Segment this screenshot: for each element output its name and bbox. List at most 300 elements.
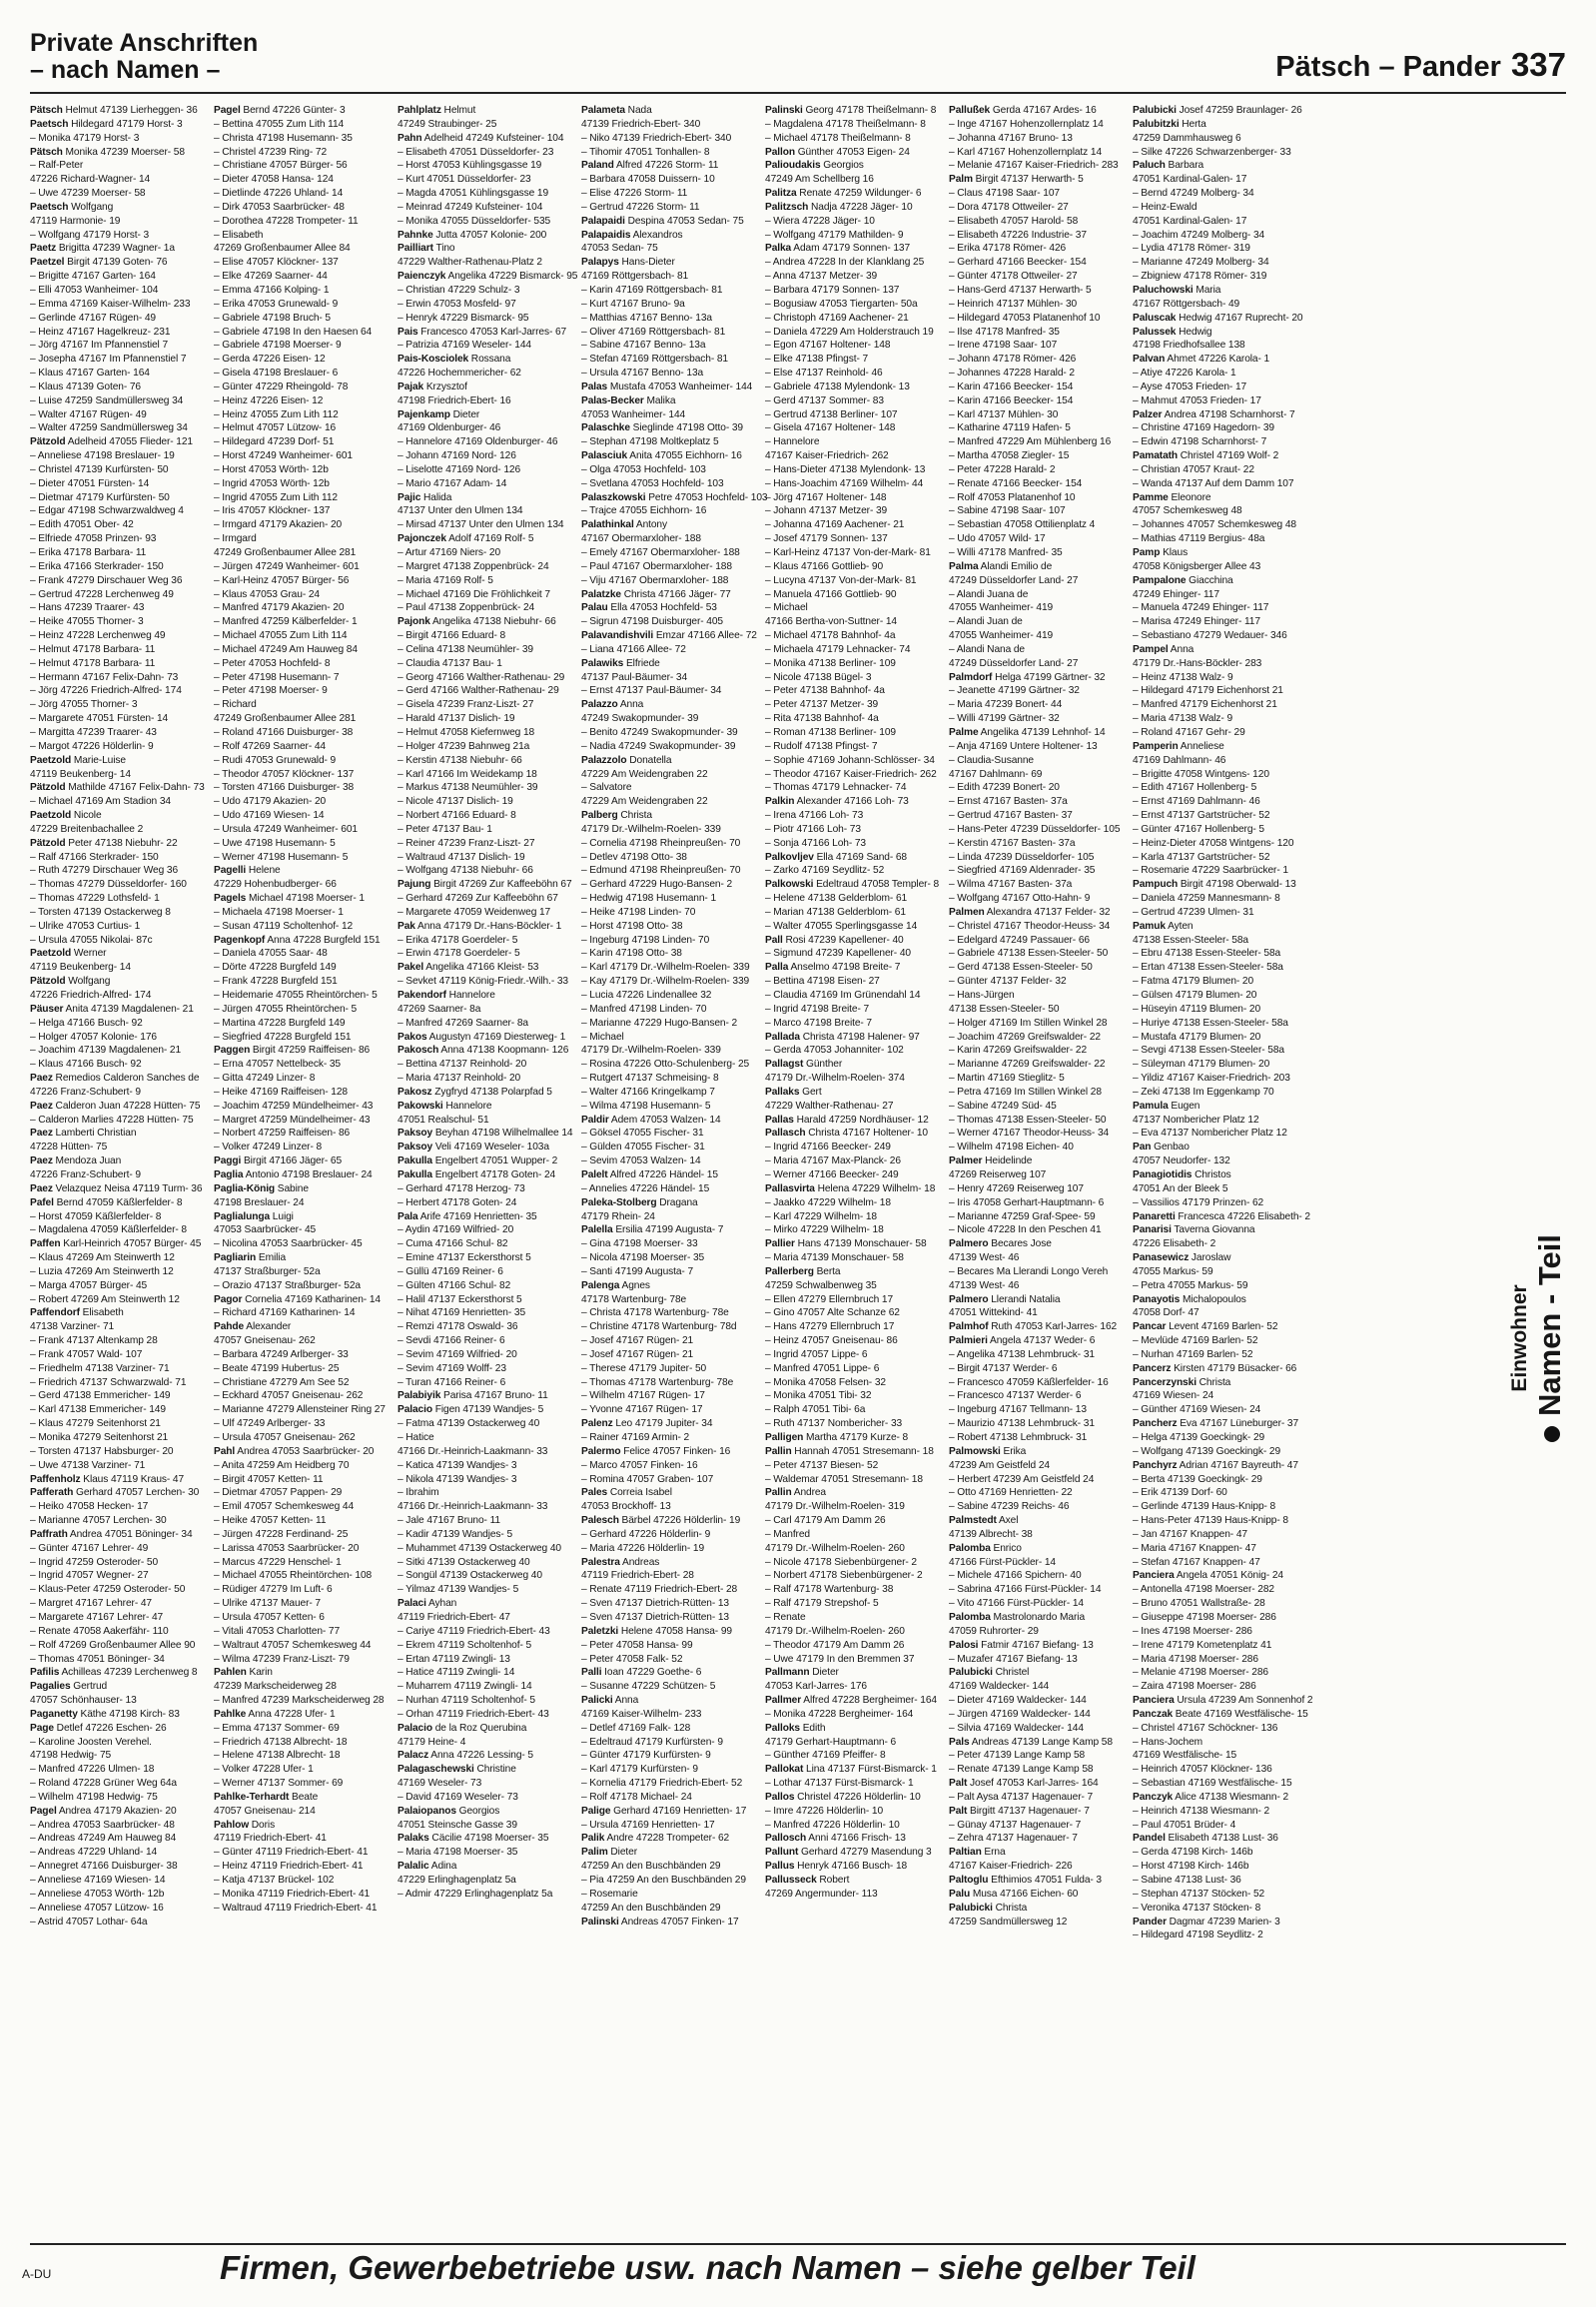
- directory-entry: – Claudia 47137 Bau- 1: [398, 657, 502, 669]
- directory-entry: Pajung Birgit 47269 Zur Kaffeeböhn 67: [398, 879, 572, 891]
- page-number: 337: [1510, 46, 1566, 83]
- directory-entry: 47167 Röttgersbach- 49: [1133, 298, 1240, 310]
- directory-entry: – Ralf-Peter: [30, 160, 84, 172]
- directory-entry: – Annegret 47166 Duisburger- 38: [30, 1861, 178, 1873]
- directory-entry: Palzer Andrea 47198 Scharnhorst- 7: [1133, 408, 1295, 420]
- directory-entry: – Martha 47058 Ziegler- 15: [949, 450, 1070, 462]
- directory-entry: Pakendorf Hannelore: [398, 990, 495, 1001]
- directory-entry: – Anneliese 47169 Wiesen- 14: [30, 1875, 166, 1886]
- directory-entry: Palapaidi Despina 47053 Sedan- 75: [581, 215, 744, 227]
- directory-entry: Pancherz Eva 47167 Lüneburger- 37: [1133, 1418, 1299, 1430]
- directory-entry: Palim Dieter: [581, 1847, 637, 1859]
- directory-entry: – Ruth 47137 Nombericher- 33: [765, 1418, 903, 1430]
- directory-entry: Panarisi Taverna Giovanna: [1133, 1224, 1255, 1236]
- directory-entry: – Sven 47137 Dietrich-Rütten- 13: [581, 1598, 730, 1610]
- directory-entry: – Heike 47055 Thorner- 3: [30, 616, 144, 628]
- directory-entry: Pajonk Angelika 47138 Niebuhr- 66: [398, 616, 556, 628]
- directory-entry: – Erna 47057 Nettelbeck- 35: [214, 1059, 341, 1071]
- directory-entry: – Viju 47167 Obermarxloher- 188: [581, 574, 729, 586]
- directory-entry: Palmero Becares Jose: [949, 1238, 1052, 1250]
- directory-entry: 47119 Friedrich-Ebert- 41: [214, 1833, 327, 1845]
- directory-entry: Palomba Mastrolonardo Maria: [949, 1611, 1086, 1623]
- directory-entry: – Michaela 47179 Lehnacker- 74: [765, 643, 911, 655]
- directory-entry: – Günter 47119 Friedrich-Ebert- 41: [214, 1847, 369, 1859]
- directory-entry: – Muzafer 47167 Biefang- 13: [949, 1653, 1078, 1665]
- directory-entry: Pamme Eleonore: [1133, 491, 1211, 503]
- directory-entry: – Paul 47051 Brüder- 4: [1133, 1819, 1236, 1831]
- directory-entry: – Herbert 47239 Am Geistfeld 24: [949, 1473, 1095, 1485]
- directory-entry: Pätzold Peter 47138 Niebuhr- 22: [30, 837, 178, 849]
- directory-entry: – Muharrem 47119 Zwingli- 14: [398, 1681, 532, 1693]
- directory-entry: – Hans-Gerd 47137 Herwarth- 5: [949, 284, 1092, 296]
- directory-entry: – Karl 47229 Wilhelm- 18: [765, 1210, 877, 1222]
- directory-entry: – Erika 47178 Barbara- 11: [30, 547, 147, 558]
- directory-entry: – Ingeburg 47198 Linden- 70: [581, 934, 710, 946]
- directory-entry: 47249 Großenbaumer Allee 281: [214, 713, 357, 725]
- directory-entry: Paez Velazquez Neisa 47119 Turm- 36: [30, 1182, 203, 1194]
- directory-entry: – Paul 47138 Zoppenbrück- 24: [398, 602, 535, 614]
- directory-entry: – Helmut 47057 Lützow- 16: [214, 422, 337, 434]
- directory-entry: Paez Lamberti Christian: [30, 1128, 137, 1140]
- directory-entry: – Barbara 47249 Arlberger- 33: [214, 1348, 349, 1360]
- directory-entry: Panczyk Alice 47138 Wiesmann- 2: [1133, 1791, 1289, 1803]
- directory-entry: – Thomas 47229 Lothsfeld- 1: [30, 893, 160, 905]
- directory-entry: – Gabriele 47198 In den Haesen 64: [214, 326, 373, 338]
- directory-entry: – Michael: [765, 602, 808, 614]
- directory-entry: 47179 Dr.-Hans-Böckler- 283: [1133, 657, 1262, 669]
- directory-entry: – Salvatore: [581, 782, 632, 794]
- directory-entry: – Renate 47119 Friedrich-Ebert- 28: [581, 1584, 738, 1596]
- directory-entry: Paetzel Birgit 47139 Goten- 76: [30, 257, 168, 269]
- directory-entry: – Silke 47226 Schwarzenberger- 33: [1133, 146, 1291, 158]
- directory-entry: – Sven 47137 Dietrich-Rütten- 13: [581, 1611, 730, 1623]
- directory-entry: Pallasch Christa 47167 Holtener- 10: [765, 1128, 928, 1140]
- directory-entry: Palinski Georg 47178 Theißelmann- 8: [765, 105, 937, 116]
- directory-entry: 47057 Neudorfer- 132: [1133, 1155, 1230, 1167]
- directory-entry: – Bernd 47249 Molberg- 34: [1133, 188, 1254, 200]
- directory-entry: – Torsten 47166 Duisburger- 38: [214, 782, 355, 794]
- directory-entry: 47138 Varziner- 71: [30, 1321, 115, 1333]
- directory-entry: Page Detlef 47226 Eschen- 26: [30, 1722, 167, 1734]
- directory-entry: Paienczyk Angelika 47229 Bismarck- 95: [398, 271, 578, 283]
- directory-entry: – Palt Aysa 47137 Hagenauer- 7: [949, 1791, 1094, 1803]
- directory-entry: – Gertrud 47228 Lerchenweg 49: [30, 588, 174, 600]
- directory-entry: Paggi Birgit 47166 Jäger- 65: [214, 1155, 343, 1167]
- directory-entry: – Eva 47137 Nombericher Platz 12: [1133, 1128, 1287, 1140]
- directory-entry: – Johannes 47228 Harald- 2: [949, 368, 1075, 380]
- directory-entry: – Niko 47139 Friedrich-Ebert- 340: [581, 132, 732, 144]
- directory-entry: – Jürgen 47055 Rheintörchen- 5: [214, 1003, 358, 1015]
- directory-entry: – Gerlinde 47167 Rügen- 49: [30, 312, 156, 324]
- directory-entry: Palligen Martha 47179 Kurze- 8: [765, 1432, 909, 1443]
- directory-entry: – Gertrud 47239 Ulmen- 31: [1133, 906, 1254, 918]
- directory-entry: – Heinrich 47057 Klöckner- 136: [1133, 1764, 1272, 1776]
- directory-entry: – Lothar 47137 Fürst-Bismarck- 1: [765, 1778, 914, 1790]
- directory-entry: – Gabriele 47198 Bruch- 5: [214, 312, 331, 324]
- directory-entry: – Michael 47055 Zum Lith 114: [214, 630, 348, 642]
- directory-entry: Palagaschewski Christine: [398, 1764, 516, 1776]
- directory-entry: Palubicki Christa: [949, 1902, 1028, 1914]
- directory-entry: – Rüdiger 47279 Im Luft- 6: [214, 1584, 333, 1596]
- directory-entry: – Ursula 47055 Nikolai- 87c: [30, 934, 153, 946]
- directory-entry: – Heinz-Ewald: [1133, 201, 1197, 213]
- directory-entry: 47119 Beukenberg- 14: [30, 962, 131, 974]
- name-range: Pätsch – Pander: [1275, 51, 1501, 83]
- directory-entry: – Elisabeth 47226 Industrie- 37: [949, 229, 1087, 241]
- directory-entry: – Sevim 47169 Wilfried- 20: [398, 1348, 517, 1360]
- directory-entry: – Werner 47166 Beecker- 249: [765, 1168, 899, 1180]
- directory-entry: – Josef 47167 Rügen- 21: [581, 1348, 694, 1360]
- directory-entry: – Hans-Peter 47239 Düsseldorfer- 105: [949, 823, 1121, 835]
- directory-entry: – Karin 47198 Otto- 38: [581, 948, 682, 960]
- directory-entry: – Wilhelm 47198 Eichen- 40: [949, 1142, 1074, 1154]
- directory-entry: Panciera Angela 47051 König- 24: [1133, 1570, 1283, 1582]
- directory-entry: 47051 Steinsche Gasse 39: [398, 1819, 517, 1831]
- directory-entry: – Johanna 47169 Aachener- 21: [765, 519, 905, 531]
- directory-entry: – Ralf 47179 Strepshof- 5: [765, 1598, 879, 1610]
- directory-entry: – Rainer 47169 Armin- 2: [581, 1432, 690, 1443]
- directory-entry: – Zeki 47138 Im Eggenkamp 70: [1133, 1086, 1274, 1098]
- directory-entry: – Larissa 47053 Saarbrücker- 20: [214, 1542, 360, 1554]
- directory-entry: Palaks Cäcilie 47198 Moerser- 35: [398, 1833, 549, 1845]
- directory-entry: – Michael 47055 Rheintörchen- 108: [214, 1570, 373, 1582]
- directory-entry: – Zarko 47169 Seydlitz- 52: [765, 865, 885, 877]
- directory-entry: – Patrizia 47169 Weseler- 144: [398, 340, 531, 352]
- directory-entry: – Marisa 47249 Ehinger- 117: [1133, 616, 1260, 628]
- directory-entry: – Heinz 47119 Friedrich-Ebert- 41: [214, 1861, 364, 1873]
- directory-entry: – Maria 47169 Rolf- 5: [398, 574, 493, 586]
- directory-entry: – Theodor 47057 Klöckner- 137: [214, 768, 355, 780]
- directory-entry: – Erwin 47178 Goerdeler- 5: [398, 948, 520, 960]
- directory-entry: – Erika 47178 Goerdeler- 5: [398, 934, 518, 946]
- directory-entry: – Irene 47179 Kometenplatz 41: [1133, 1639, 1272, 1651]
- directory-entry: – Elke 47138 Pfingst- 7: [765, 354, 869, 366]
- directory-entry: Pals Andreas 47139 Lange Kamp 58: [949, 1736, 1113, 1748]
- directory-entry: – Frank 47057 Wald- 107: [30, 1348, 143, 1360]
- directory-entry: 47179 Gerhart-Hauptmann- 6: [765, 1736, 897, 1748]
- directory-entry: – Gerhard 47166 Beecker- 154: [949, 257, 1087, 269]
- directory-entry: – Thomas 47138 Essen-Steeler- 50: [949, 1114, 1107, 1126]
- directory-entry: – Irmgard: [214, 533, 257, 545]
- directory-entry: – Thomas 47279 Düsseldorfer- 160: [30, 879, 187, 891]
- directory-entry: – Lucia 47226 Lindenallee 32: [581, 990, 712, 1001]
- directory-entry: Palenz Leo 47179 Jupiter- 34: [581, 1418, 713, 1430]
- directory-entry: – Christel 47167 Schöckner- 136: [1133, 1722, 1278, 1734]
- directory-entry: – Gitta 47249 Linzer- 8: [214, 1073, 316, 1085]
- directory-entry: 47179 Dr.-Wilhelm-Roelen- 339: [581, 1045, 721, 1057]
- directory-entry: – Zehra 47137 Hagenauer- 7: [949, 1833, 1078, 1845]
- directory-entry: – Manfred 47269 Saarner- 8a: [398, 1017, 528, 1029]
- directory-entry: Pagliarin Emilia: [214, 1252, 287, 1264]
- directory-entry: – Jale 47167 Bruno- 11: [398, 1515, 500, 1527]
- directory-entry: – Werner 47167 Theodor-Heuss- 34: [949, 1128, 1110, 1140]
- directory-entry: – Inge 47167 Hohenzollernplatz 14: [949, 118, 1104, 130]
- directory-entry: – Andreas 47249 Am Hauweg 84: [30, 1833, 177, 1845]
- directory-entry: Palioudakis Georgios: [765, 160, 864, 172]
- directory-entry: – Volker 47249 Linzer- 8: [214, 1142, 323, 1154]
- directory-entry: 47179 Dr.-Wilhelm-Roelen- 260: [765, 1542, 905, 1554]
- directory-entry: Palik Andre 47228 Trompeter- 62: [581, 1833, 730, 1845]
- directory-entry: – Edmund 47198 Rheinpreußen- 70: [581, 865, 741, 877]
- directory-entry: – Norbert 47166 Eduard- 8: [398, 810, 516, 822]
- directory-entry: – Monika 47228 Bergheimer- 164: [765, 1708, 914, 1720]
- directory-entry: – Ingrid 47053 Wörth- 12b: [214, 477, 330, 489]
- directory-entry: – Stephan 47198 Moltkeplatz 5: [581, 436, 719, 448]
- directory-entry: – Edith 47239 Bonert- 20: [949, 782, 1060, 794]
- directory-entry: Palinski Andreas 47057 Finken- 17: [581, 1916, 739, 1927]
- directory-entry: – Gerhard 47269 Zur Kaffeeböhn 67: [398, 893, 558, 905]
- directory-entry: – Lydia 47178 Römer- 319: [1133, 243, 1250, 255]
- directory-entry: – Ursula 47057 Gneisenau- 262: [214, 1432, 356, 1443]
- directory-entry: – Oliver 47169 Röttgersbach- 81: [581, 326, 726, 338]
- directory-entry: – Dirk 47053 Saarbrücker- 48: [214, 201, 345, 213]
- directory-entry: 47249 Am Schellberg 16: [765, 174, 874, 186]
- directory-entry: – Wilma 47239 Franz-Liszt- 79: [214, 1653, 350, 1665]
- directory-entry: – Monika 47051 Tibi- 32: [765, 1390, 872, 1402]
- directory-entry: – Sophie 47169 Johann-Schlösser- 34: [765, 754, 935, 766]
- directory-entry: Pagor Cornelia 47169 Katharinen- 14: [214, 1293, 381, 1305]
- directory-entry: – Brigitte 47058 Wintgens- 120: [1133, 768, 1269, 780]
- directory-entry: – Peter 47137 Metzer- 39: [765, 699, 879, 711]
- directory-entry: – Therese 47179 Jupiter- 50: [581, 1362, 707, 1374]
- directory-entry: – Nicole 47138 Bügel- 3: [765, 671, 872, 683]
- directory-entry: Palmhof Ruth 47053 Karl-Jarres- 162: [949, 1321, 1118, 1333]
- directory-entry: 47249 Düsseldorfer Land- 27: [949, 574, 1079, 586]
- directory-entry: – Katica 47139 Wandjes- 3: [398, 1459, 517, 1471]
- directory-entry: Palkowski Edeltraud 47058 Templer- 8: [765, 879, 940, 891]
- directory-entry: Päuser Anita 47139 Magdalenen- 21: [30, 1003, 194, 1015]
- directory-entry: – Siegfried 47228 Burgfeld 151: [214, 1031, 352, 1043]
- directory-entry: – Süleyman 47179 Blumen- 20: [1133, 1059, 1270, 1071]
- directory-entry: – Gabriele 47138 Mylendonk- 13: [765, 381, 910, 392]
- directory-entry: – Ilse 47178 Manfred- 35: [949, 326, 1060, 338]
- directory-entry: Palt Birgitt 47137 Hagenauer- 7: [949, 1805, 1090, 1817]
- directory-entry: 47138 Essen-Steeler- 50: [949, 1003, 1060, 1015]
- directory-entry: Palapaidis Alexandros: [581, 229, 683, 241]
- directory-entry: – Katharine 47119 Hafen- 5: [949, 422, 1071, 434]
- directory-entry: Palaschke Sieglinde 47198 Otto- 39: [581, 422, 743, 434]
- directory-entry: – Santi 47199 Augusta- 7: [581, 1265, 694, 1277]
- directory-entry: Pailliart Tino: [398, 243, 455, 255]
- directory-entry: – Gerhard 47229 Hugo-Bansen- 2: [581, 879, 733, 891]
- directory-entry: – Friedrich 47137 Schwarzwald- 71: [30, 1376, 187, 1388]
- directory-entry: Paffrath Andrea 47051 Böninger- 34: [30, 1528, 193, 1540]
- directory-entry: – Giuseppe 47198 Moerser- 286: [1133, 1611, 1276, 1623]
- directory-entry: – Karoline Joosten Verehel.: [30, 1736, 152, 1748]
- directory-entry: – Brigitte 47167 Garten- 164: [30, 271, 156, 283]
- directory-entry: 47051 Kardinal-Galen- 17: [1133, 215, 1247, 227]
- directory-entry: Pallos Christel 47226 Hölderlin- 10: [765, 1791, 921, 1803]
- directory-entry: – Friedrich 47138 Albrecht- 18: [214, 1736, 348, 1748]
- directory-entry: – Dietmar 47057 Pappen- 29: [214, 1487, 343, 1499]
- directory-entry: 47058 Königsberger Allee 43: [1133, 560, 1261, 572]
- directory-entry: – Ingrid 47057 Wegner- 27: [30, 1570, 149, 1582]
- directory-entry: – Dieter 47058 Hansa- 124: [214, 174, 334, 186]
- directory-entry: – Klaus 47269 Am Steinwerth 12: [30, 1252, 175, 1264]
- directory-entry: Pallußek Gerda 47167 Ardes- 16: [949, 105, 1097, 116]
- directory-column: [214, 104, 388, 2231]
- directory-entry: – Gerd 47138 Essen-Steeler- 50: [949, 962, 1093, 974]
- directory-entry: – Helmut 47058 Kiefernweg 18: [398, 726, 535, 738]
- directory-entry: – Gerlinde 47139 Haus-Knipp- 8: [1133, 1501, 1276, 1513]
- directory-entry: – Frank 47137 Altenkamp 28: [30, 1335, 158, 1347]
- directory-entry: 47228 Hütten- 75: [30, 1142, 108, 1154]
- directory-entry: Pales Correia Isabel: [581, 1487, 672, 1499]
- directory-entry: 47226 Franz-Schubert- 9: [30, 1168, 141, 1180]
- directory-entry: – Bruno 47051 Wallstraße- 28: [1133, 1598, 1265, 1610]
- directory-entry: – Willi 47199 Gärtner- 32: [949, 713, 1060, 725]
- directory-entry: – Jörg 47167 Holtener- 148: [765, 491, 887, 503]
- directory-entry: Palmer Heidelinde: [949, 1155, 1033, 1167]
- directory-entry: – Vassilios 47179 Prinzen- 62: [1133, 1196, 1264, 1208]
- directory-entry: Palameta Nada: [581, 105, 652, 116]
- directory-entry: – Irena 47166 Loh- 73: [765, 810, 864, 822]
- directory-entry: – Emma 47166 Kolping- 1: [214, 284, 330, 296]
- directory-entry: Pafferath Gerhard 47057 Lerchen- 30: [30, 1487, 200, 1499]
- directory-entry: – Karin 47166 Beecker- 154: [949, 381, 1074, 392]
- directory-entry: – Nicole 47228 In den Peschen 41: [949, 1224, 1102, 1236]
- directory-entry: – Theodor 47179 Am Damm 26: [765, 1639, 905, 1651]
- directory-entry: – Rolf 47269 Großenbaumer Allee 90: [30, 1639, 196, 1651]
- directory-entry: – Gülten 47166 Schul- 82: [398, 1279, 511, 1291]
- directory-entry: – Waltraud 47119 Friedrich-Ebert- 41: [214, 1902, 378, 1914]
- directory-entry: – Peter 47228 Harald- 2: [949, 463, 1056, 475]
- directory-entry: Paglia Antonio 47198 Breslauer- 24: [214, 1168, 373, 1180]
- directory-entry: – Emma 47137 Sommer- 69: [214, 1722, 340, 1734]
- directory-entry: Pahn Adelheid 47249 Kufsteiner- 104: [398, 132, 564, 144]
- directory-entry: Palenga Agnes: [581, 1279, 650, 1291]
- directory-entry: Pakulla Engelbert 47051 Wupper- 2: [398, 1155, 558, 1167]
- directory-entry: – Heinz-Dieter 47058 Wintgens- 120: [1133, 837, 1294, 849]
- directory-entry: 47137 Straßburger- 52a: [214, 1265, 321, 1277]
- directory-entry: Pahlke Anna 47228 Ufer- 1: [214, 1708, 336, 1720]
- directory-entry: Palacio de la Roz Querubina: [398, 1722, 527, 1734]
- directory-entry: Pallusseck Robert: [765, 1875, 850, 1886]
- directory-entry: Pancar Levent 47169 Barlen- 52: [1133, 1321, 1278, 1333]
- directory-entry: Palubicki Christel: [949, 1667, 1030, 1679]
- directory-entry: – Iris 47058 Gerhart-Hauptmann- 6: [949, 1196, 1105, 1208]
- directory-column: [398, 104, 578, 2231]
- directory-entry: – Josef 47167 Rügen- 21: [581, 1335, 694, 1347]
- directory-entry: – Melanie 47198 Moerser- 286: [1133, 1667, 1268, 1679]
- page-range-heading: [1275, 46, 1566, 84]
- directory-entry: – Kurt 47167 Bruno- 9a: [581, 298, 685, 310]
- directory-entry: – Zbigniew 47178 Römer- 319: [1133, 271, 1267, 283]
- directory-entry: Pallerberg Berta: [765, 1265, 841, 1277]
- directory-entry: – Christine 47178 Wartenburg- 78d: [581, 1321, 737, 1333]
- directory-entry: Paetz Brigitta 47239 Wagner- 1a: [30, 243, 175, 255]
- directory-entry: – Thomas 47179 Lehnacker- 74: [765, 782, 907, 794]
- directory-entry: 47055 Wanheimer- 419: [949, 630, 1054, 642]
- directory-entry: – Sabine 47198 Saar- 107: [949, 505, 1066, 517]
- directory-entry: 47166 Dr.-Heinrich-Laakmann- 33: [398, 1501, 548, 1513]
- directory-entry: 47119 Harmonie- 19: [30, 215, 121, 227]
- directory-entry: – Helga 47139 Goeckingk- 29: [1133, 1432, 1265, 1443]
- directory-entry: – Hans-Peter 47139 Haus-Knipp- 8: [1133, 1515, 1288, 1527]
- directory-entry: – Reiner 47239 Franz-Liszt- 27: [398, 837, 535, 849]
- directory-entry: – Maria 47167 Knappen- 47: [1133, 1542, 1256, 1554]
- directory-entry: Palestra Andreas: [581, 1556, 660, 1568]
- directory-entry: – Emine 47137 Eckersthorst 5: [398, 1252, 531, 1264]
- directory-entry: – Nihat 47169 Henrietten- 35: [398, 1307, 526, 1319]
- directory-entry: – Cornelia 47198 Rheinpreußen- 70: [581, 837, 741, 849]
- directory-entry: – Ulrike 47137 Mauer- 7: [214, 1598, 321, 1610]
- directory-entry: – Georg 47166 Walther-Rathenau- 29: [398, 671, 565, 683]
- directory-entry: – Gertrud 47167 Basten- 37: [949, 810, 1073, 822]
- directory-entry: – Michael 47178 Theißelmann- 8: [765, 132, 911, 144]
- directory-entry: – Martin 47169 Stieglitz- 5: [949, 1073, 1065, 1085]
- directory-column: [30, 104, 204, 2231]
- directory-entry: – Gülsen 47179 Blumen- 20: [1133, 990, 1257, 1001]
- directory-entry: Pamp Klaus: [1133, 547, 1189, 558]
- directory-entry: – Elisabeth 47051 Düsseldorfer- 23: [398, 146, 554, 158]
- directory-entry: Palli Ioan 47229 Goethe- 6: [581, 1667, 702, 1679]
- directory-entry: 47057 Schemkesweg 48: [1133, 505, 1242, 517]
- directory-entry: – Günther 47169 Pfeiffer- 8: [765, 1750, 886, 1762]
- directory-entry: – Andrea 47228 In der Klanklang 25: [765, 257, 925, 269]
- directory-entry: – Klaus 47167 Garten- 164: [30, 368, 150, 380]
- directory-entry: 47167 Obermarxloher- 188: [581, 533, 701, 545]
- directory-entry: Pandel Elisabeth 47138 Lust- 36: [1133, 1833, 1278, 1845]
- directory-entry: – Ralph 47051 Tibi- 6a: [765, 1404, 866, 1416]
- header-divider: [30, 92, 1566, 94]
- directory-entry: – Günter 47179 Kurfürsten- 9: [581, 1750, 711, 1762]
- directory-entry: Palige Gerhard 47169 Henrietten- 17: [581, 1805, 747, 1817]
- directory-entry: Pagel Andrea 47179 Akazien- 20: [30, 1805, 177, 1817]
- directory-entry: – Marianne 47259 Graf-Spee- 59: [949, 1210, 1096, 1222]
- directory-entry: Palazzo Anna: [581, 699, 644, 711]
- section-title-line2: – nach Namen –: [30, 56, 221, 84]
- directory-entry: 47169 Kaiser-Wilhelm- 233: [581, 1708, 702, 1720]
- directory-entry: Palitzsch Nadja 47228 Jäger- 10: [765, 201, 913, 213]
- directory-entry: Palvan Ahmet 47226 Karola- 1: [1133, 354, 1270, 366]
- directory-entry: Paez Calderon Juan 47228 Hütten- 75: [30, 1100, 201, 1112]
- directory-entry: – Maria 47139 Monschauer- 58: [765, 1252, 904, 1264]
- directory-entry: – Ursula 47167 Benno- 13a: [581, 368, 704, 380]
- directory-entry: Pagalies Gertrud: [30, 1681, 108, 1693]
- directory-entry: – Mustafa 47179 Blumen- 20: [1133, 1031, 1261, 1043]
- directory-entry: – Dieter 47051 Fürsten- 14: [30, 477, 150, 489]
- listing-columns: [30, 104, 1488, 2231]
- directory-entry: – Christiane 47279 Am See 52: [214, 1376, 350, 1388]
- directory-entry: – Claudia-Susanne: [949, 754, 1034, 766]
- directory-entry: – Orhan 47119 Friedrich-Ebert- 43: [398, 1708, 549, 1720]
- directory-entry: – Daniela 47259 Mannesmann- 8: [1133, 893, 1280, 905]
- directory-entry: – Aydin 47169 Wilfried- 20: [398, 1224, 514, 1236]
- directory-entry: 47139 West- 46: [949, 1252, 1020, 1264]
- directory-entry: Paetzold Marie-Luise: [30, 754, 126, 766]
- directory-entry: – Monika 47138 Berliner- 109: [765, 657, 896, 669]
- directory-entry: – Anneliese 47053 Wörth- 12b: [30, 1888, 165, 1900]
- directory-entry: – Berta 47139 Goeckingk- 29: [1133, 1473, 1262, 1485]
- directory-entry: – Monika 47055 Düsseldorfer- 535: [398, 215, 551, 227]
- directory-entry: – Elise 47057 Klöckner- 137: [214, 257, 339, 269]
- directory-entry: – Elisabeth: [214, 229, 264, 241]
- directory-entry: Palubicki Josef 47259 Braunlager- 26: [1133, 105, 1302, 116]
- directory-entry: Pallin Hannah 47051 Stresemann- 18: [765, 1445, 934, 1457]
- directory-entry: – Hüseyin 47119 Blumen- 20: [1133, 1003, 1261, 1015]
- directory-entry: 47139 West- 46: [949, 1279, 1020, 1291]
- directory-entry: Paganetty Käthe 47198 Kirch- 83: [30, 1708, 180, 1720]
- directory-entry: Palas-Becker Malika: [581, 394, 676, 406]
- directory-entry: – Willi 47178 Manfred- 35: [949, 547, 1063, 558]
- directory-entry: 47249 Großenbaumer Allee 281: [214, 547, 357, 558]
- directory-entry: – Renate 47139 Lange Kamp 58: [949, 1764, 1094, 1776]
- directory-entry: Pak Anna 47179 Dr.-Hans-Böckler- 1: [398, 920, 562, 932]
- directory-entry: – Theodor 47167 Kaiser-Friedrich- 262: [765, 768, 937, 780]
- directory-entry: – Güllü 47169 Reiner- 6: [398, 1265, 503, 1277]
- directory-entry: Pätzold Wolfgang: [30, 976, 111, 988]
